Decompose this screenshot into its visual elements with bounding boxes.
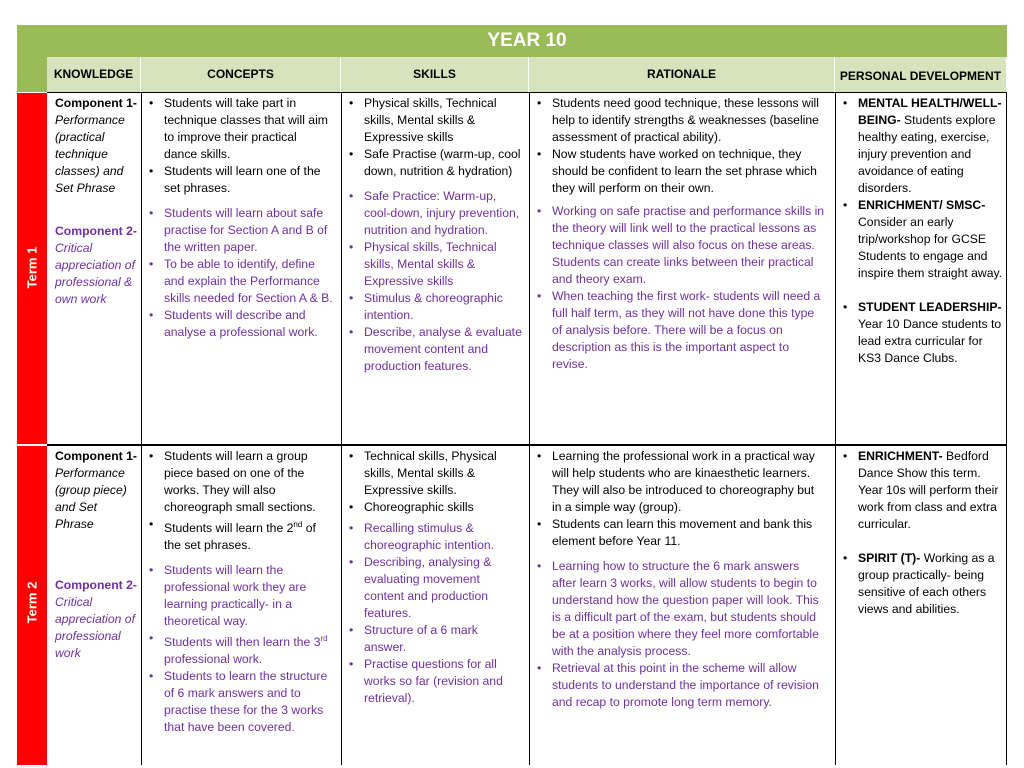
list-item: • Safe Practice: Warm-up, cool-down, injury prevention, nutrition and hydration. (364, 188, 523, 239)
term1-knowledge (49, 93, 141, 444)
list-item: • Students will learn about safe practise for Section A and B of the written paper. (164, 205, 333, 256)
term1-concepts (142, 93, 341, 444)
header-skills: SKILLS (341, 57, 529, 92)
term1-concepts-practical (147, 95, 333, 197)
term2-concepts-practical (147, 448, 333, 554)
pd-text: Year 10 Dance students to lead extra curricular for KS3 Dance Clubs. (858, 317, 1002, 365)
term1-skills-theory (347, 188, 523, 375)
list-item: • Describing, analysing & evaluating movement content and production features. (364, 554, 523, 622)
term1-skills (342, 93, 529, 444)
term2-skills-practical (347, 448, 523, 516)
pd-text: Students explore healthy eating, exercise, injury prevention and avoidance of eating disorders. (858, 113, 996, 195)
term2-concepts-theory (147, 562, 333, 736)
list-item: • Safe Practise (warm-up, cool down, nutrition & hydration) (364, 146, 523, 180)
pd-text: Working as a group practically- being sensitive of each others views and abilities. (858, 551, 995, 616)
pd-heading: SPIRIT (T)- (858, 551, 921, 565)
list-item: • Students to learn the structure of 6 mark answers and to practise these for the 3 works that have been covered. (164, 668, 333, 736)
list-item (858, 95, 1004, 197)
term2-comp1-desc: Performance (group piece) and Set Phrase (55, 466, 127, 531)
list-item: • Technical skills, Physical skills, Mental skills & Expressive skills. (364, 448, 523, 499)
list-item: • Students will take part in technique classes that will aim to improve their practical dance skills. (164, 95, 333, 163)
list-item: • Describe, analyse & evaluate movement content and production features. (364, 324, 523, 375)
term1-label: Term 1 (24, 246, 40, 289)
list-item (858, 299, 1004, 367)
page-title: YEAR 10 (487, 30, 567, 51)
header-personal-development: PERSONAL DEVELOPMENT (835, 57, 1007, 92)
list-item: • Physical skills, Technical skills, Mental skills & Expressive skills (364, 95, 523, 146)
term2-rationale-practical (535, 448, 827, 550)
list-item: • Structure of a 6 mark answer. (364, 622, 523, 656)
header-concepts: CONCEPTS (141, 57, 341, 92)
header-rationale: RATIONALE (529, 57, 835, 92)
list-item: • Working on safe practise and performance skills in the theory will link well to the practical lessons as technique classes will also focus on these areas. Students can create links between their practical and theory exam. (552, 203, 827, 288)
pd-heading: ENRICHMENT- (858, 449, 943, 463)
right-border (1006, 92, 1007, 765)
list-item: • Students will learn the 2nd of the set phrases. (164, 516, 333, 554)
term2-comp2-title: Component 2- (55, 578, 137, 592)
term1-comp2-desc: Critical appreciation of professional & own work (55, 241, 135, 306)
list-item: • Stimulus & choreographic intention. (364, 290, 523, 324)
list-item: • Students will learn the professional work they are learning practically- in a theoretical way. (164, 562, 333, 630)
list-item (858, 448, 1004, 533)
term1-comp1-desc: Performance (practical technique classes) and Set Phrase (55, 113, 125, 195)
list-item: • Students will learn a group piece based on one of the works. They will also choreograph small sections. (164, 448, 333, 516)
list-item (858, 550, 1004, 618)
list-item: • Students will then learn the 3rd professional work. (164, 630, 333, 668)
term2-comp1-title: Component 1- (55, 449, 137, 463)
term1-skills-practical (347, 95, 523, 180)
list-item: • When teaching the first work- students will need a full half term, as they will not have done this type of analysis before. There will be a focus on description as this is the important aspect to revise. (552, 288, 827, 373)
list-item: • Students will describe and analyse a professional work. (164, 307, 333, 341)
header-left-strip (17, 25, 47, 92)
term1-comp1-title: Component 1- (55, 96, 137, 110)
term1-rationale-theory (535, 203, 827, 373)
term1-personal-development (836, 93, 1006, 444)
term1-concepts-theory (147, 205, 333, 341)
list-item: • Recalling stimulus & choreographic intention. (364, 520, 523, 554)
term2-skills (342, 446, 529, 765)
list-item: • Now students have worked on technique, they should be confident to learn the set phrase which they will perform on their own. (552, 146, 827, 197)
list-item: • Learning the professional work in a practical way will help students who are kinaesthetic learners. They will also be introduced to choreography but in a simple way (group). (552, 448, 827, 516)
pd-heading: ENRICHMENT/ SMSC- (858, 198, 986, 212)
term1-rationale (530, 93, 835, 444)
list-item: • Students will learn one of the set phrases. (164, 163, 333, 197)
list-item: • Physical skills, Technical skills, Mental skills & Expressive skills (364, 239, 523, 290)
pd-heading: STUDENT LEADERSHIP- (858, 300, 1002, 314)
term2-concepts (142, 446, 341, 765)
header-knowledge: KNOWLEDGE (47, 57, 141, 92)
term2-rationale-theory (535, 558, 827, 711)
list-item: • Students need good technique, these lessons will help to identify strengths & weaknesses (baseline assessment of practical ability). (552, 95, 827, 146)
list-item: • Learning how to structure the 6 mark answers after learn 3 works, will allow students to begin to understand how the question paper will look. This is a difficult part of the exam, but students should be at a position where they feel more comfortable with the analysis process. (552, 558, 827, 660)
term2-rationale (530, 446, 835, 765)
term2-knowledge (49, 446, 141, 765)
term2-comp2-desc: Critical appreciation of professional work (55, 595, 135, 660)
pd-text: Consider an early trip/workshop for GCSE Students to engage and inspire them straight away. (858, 215, 1003, 280)
list-item: • Students can learn this movement and bank this element before Year 11. (552, 516, 827, 550)
list-item: • Retrieval at this point in the scheme will allow students to understand the importance of revision and recap to promote long term memory. (552, 660, 827, 711)
term2-personal-development (836, 446, 1006, 765)
term2-pd-list (841, 448, 1004, 618)
curriculum-table (17, 25, 1007, 765)
list-item: • To be able to identify, define and explain the Performance skills needed for Section A & B. (164, 256, 333, 307)
term2-skills-theory (347, 520, 523, 707)
list-item: • Choreographic skills (364, 499, 523, 516)
term1-comp2-title: Component 2- (55, 224, 137, 238)
list-item (858, 197, 1004, 282)
term1-rationale-practical (535, 95, 827, 197)
term2-label: Term 2 (24, 581, 40, 624)
list-item: • Practise questions for all works so far (revision and retrieval). (364, 656, 523, 707)
pd-text: Bedford Dance Show this term. Year 10s will perform their work from class and extra curricular. (858, 449, 999, 531)
term1-pd-list (841, 95, 1004, 367)
pd-heading: MENTAL HEALTH/WELL-BEING- (858, 96, 1002, 127)
